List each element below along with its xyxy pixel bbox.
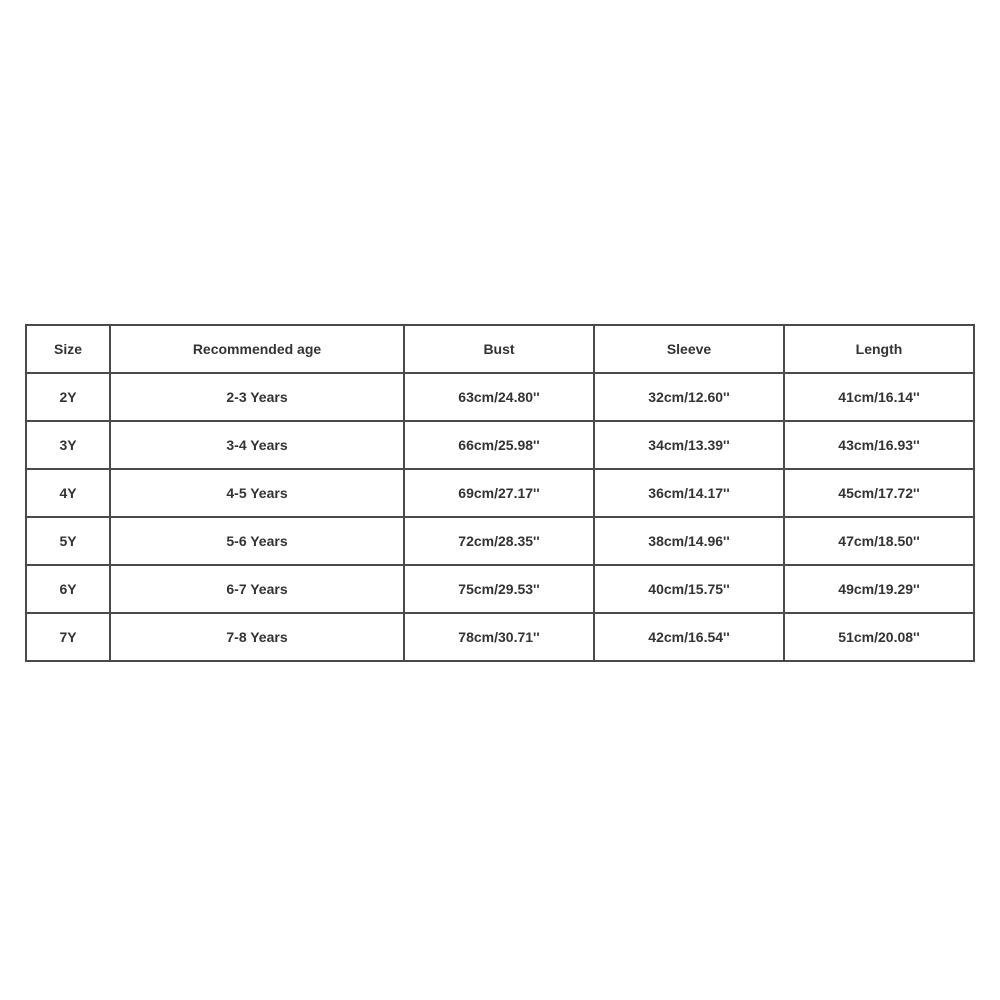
cell-length: 49cm/19.29''	[784, 565, 974, 613]
cell-length: 43cm/16.93''	[784, 421, 974, 469]
cell-sleeve: 38cm/14.96''	[594, 517, 784, 565]
cell-sleeve: 40cm/15.75''	[594, 565, 784, 613]
cell-bust: 78cm/30.71''	[404, 613, 594, 661]
cell-bust: 69cm/27.17''	[404, 469, 594, 517]
cell-sleeve: 32cm/12.60''	[594, 373, 784, 421]
table-row	[26, 373, 974, 421]
cell-age: 5-6 Years	[110, 517, 404, 565]
table-header-row	[26, 325, 974, 373]
header-size: Size	[26, 325, 110, 373]
cell-length: 41cm/16.14''	[784, 373, 974, 421]
table-row	[26, 613, 974, 661]
table-row	[26, 517, 974, 565]
cell-age: 3-4 Years	[110, 421, 404, 469]
cell-age: 6-7 Years	[110, 565, 404, 613]
header-bust: Bust	[404, 325, 594, 373]
cell-size: 4Y	[26, 469, 110, 517]
header-recommended-age: Recommended age	[110, 325, 404, 373]
cell-bust: 63cm/24.80''	[404, 373, 594, 421]
cell-size: 2Y	[26, 373, 110, 421]
table-row	[26, 469, 974, 517]
cell-size: 3Y	[26, 421, 110, 469]
cell-size: 5Y	[26, 517, 110, 565]
cell-length: 47cm/18.50''	[784, 517, 974, 565]
table-row	[26, 565, 974, 613]
table-row	[26, 421, 974, 469]
cell-sleeve: 36cm/14.17''	[594, 469, 784, 517]
cell-age: 7-8 Years	[110, 613, 404, 661]
cell-bust: 75cm/29.53''	[404, 565, 594, 613]
cell-length: 45cm/17.72''	[784, 469, 974, 517]
cell-sleeve: 34cm/13.39''	[594, 421, 784, 469]
cell-age: 2-3 Years	[110, 373, 404, 421]
cell-size: 7Y	[26, 613, 110, 661]
size-chart-table	[25, 324, 975, 662]
cell-bust: 66cm/25.98''	[404, 421, 594, 469]
cell-size: 6Y	[26, 565, 110, 613]
cell-sleeve: 42cm/16.54''	[594, 613, 784, 661]
cell-age: 4-5 Years	[110, 469, 404, 517]
cell-bust: 72cm/28.35''	[404, 517, 594, 565]
header-sleeve: Sleeve	[594, 325, 784, 373]
cell-length: 51cm/20.08''	[784, 613, 974, 661]
header-length: Length	[784, 325, 974, 373]
